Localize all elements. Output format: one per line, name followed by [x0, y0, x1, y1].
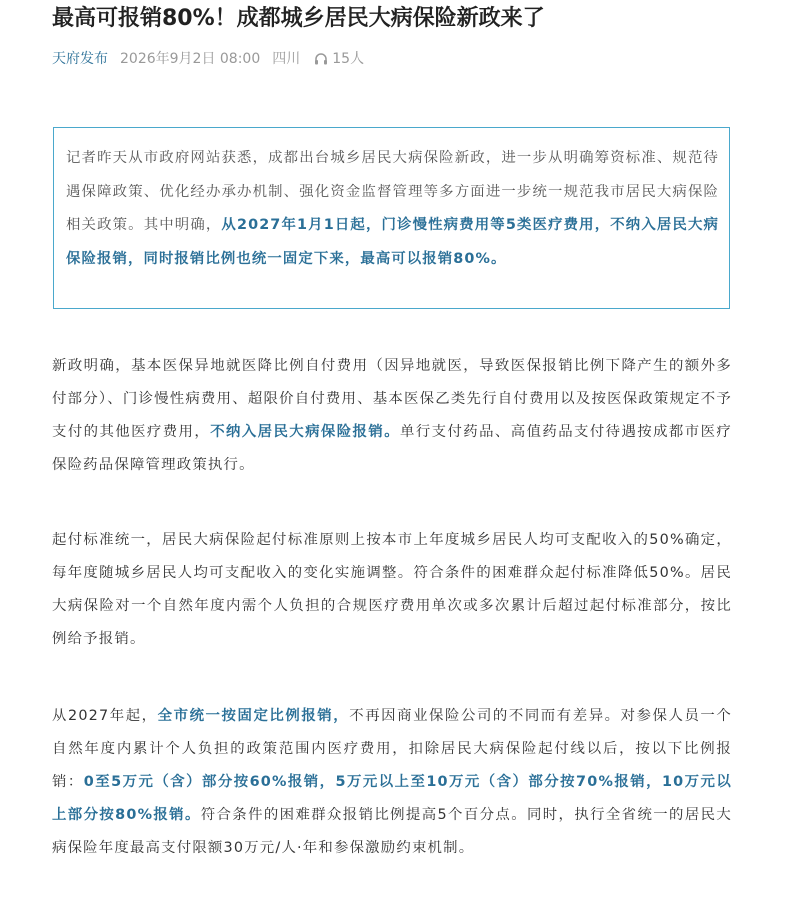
headphone-icon [314, 52, 328, 65]
paragraph-3-text-2: 不再因商业保险公司的不同而有差异。对参保人员一个自然年度内累计个人负担的政策范围内医疗费用，扣除居民大病保险起付线以后，按以下比例报销： [52, 708, 732, 790]
paragraph-3-highlight-1: 全市统一按固定比例报销， [157, 708, 350, 724]
paragraph-2 [52, 524, 732, 656]
publish-date: 2026年9月2日 08:00 [120, 51, 261, 67]
summary-text: 记者昨天从市政府网站获悉，成都出台城乡居民大病保险新政，进一步从明确筹资标准、规范待遇保障政策、优化经办承办机制、强化资金监督管理等多方面进一步统一规范我市居民大病保险相关政策。其中明确， [66, 150, 719, 233]
paragraph-1-text-2: 单行支付药品、高值药品支付待遇按成都市医疗保险药品保障管理政策执行。 [52, 424, 732, 473]
paragraph-2-text-1: 起付标准统一，居民大病保险起付标准原则上按本市上年度城乡居民人均可支配收入的50%确定，每年度随城乡居民人均可支配收入的变化实施调整。符合条件的困难群众起付标准降低50%。居民大病保险对一个自然年度内需个人负担的合规医疗费用单次或多次累计后超过起付标准部分，按比例给予报销。 [52, 532, 732, 647]
summary-box [53, 127, 730, 309]
source-link[interactable]: 天府发布 [52, 51, 108, 67]
paragraph-3-highlight-2: 0至5万元（含）部分按60%报销，5万元以上至10万元（含）部分按70%报销，10万元以上部分按80%报销。 [52, 774, 732, 823]
paragraph-1-text-1: 新政明确，基本医保异地就医降比例自付费用（因异地就医，导致医保报销比例下降产生的额外多付部分）、门诊慢性病费用、超限价自付费用、基本医保乙类先行自付费用以及按医保政策规定不予支付的其他医疗费用， [52, 358, 732, 440]
paragraph-1 [52, 350, 732, 482]
paragraph-3-text-3: 符合条件的困难群众报销比例提高5个百分点。同时，执行全省统一的居民大病保险年度最高支付限额30万元/人·年和参保激励约束机制。 [52, 807, 732, 856]
article-meta [52, 47, 364, 69]
paragraph-1-highlight-1: 不纳入居民大病保险报销。 [210, 424, 401, 440]
article-title: 最高可报销80%！成都城乡居民大病保险新政来了 [52, 6, 545, 31]
region-label: 四川 [272, 51, 301, 67]
summary-highlight: 从2027年1月1日起，门诊慢性病费用等5类医疗费用，不纳入居民大病保险报销，同时报销比例也统一固定下来，最高可以报销80%。 [66, 217, 719, 267]
view-count [314, 48, 364, 68]
summary-paragraph [66, 142, 719, 276]
paragraph-3-text-1: 从2027年起， [52, 708, 158, 724]
paragraph-3 [52, 700, 732, 865]
view-count-text: 15人 [332, 51, 365, 67]
